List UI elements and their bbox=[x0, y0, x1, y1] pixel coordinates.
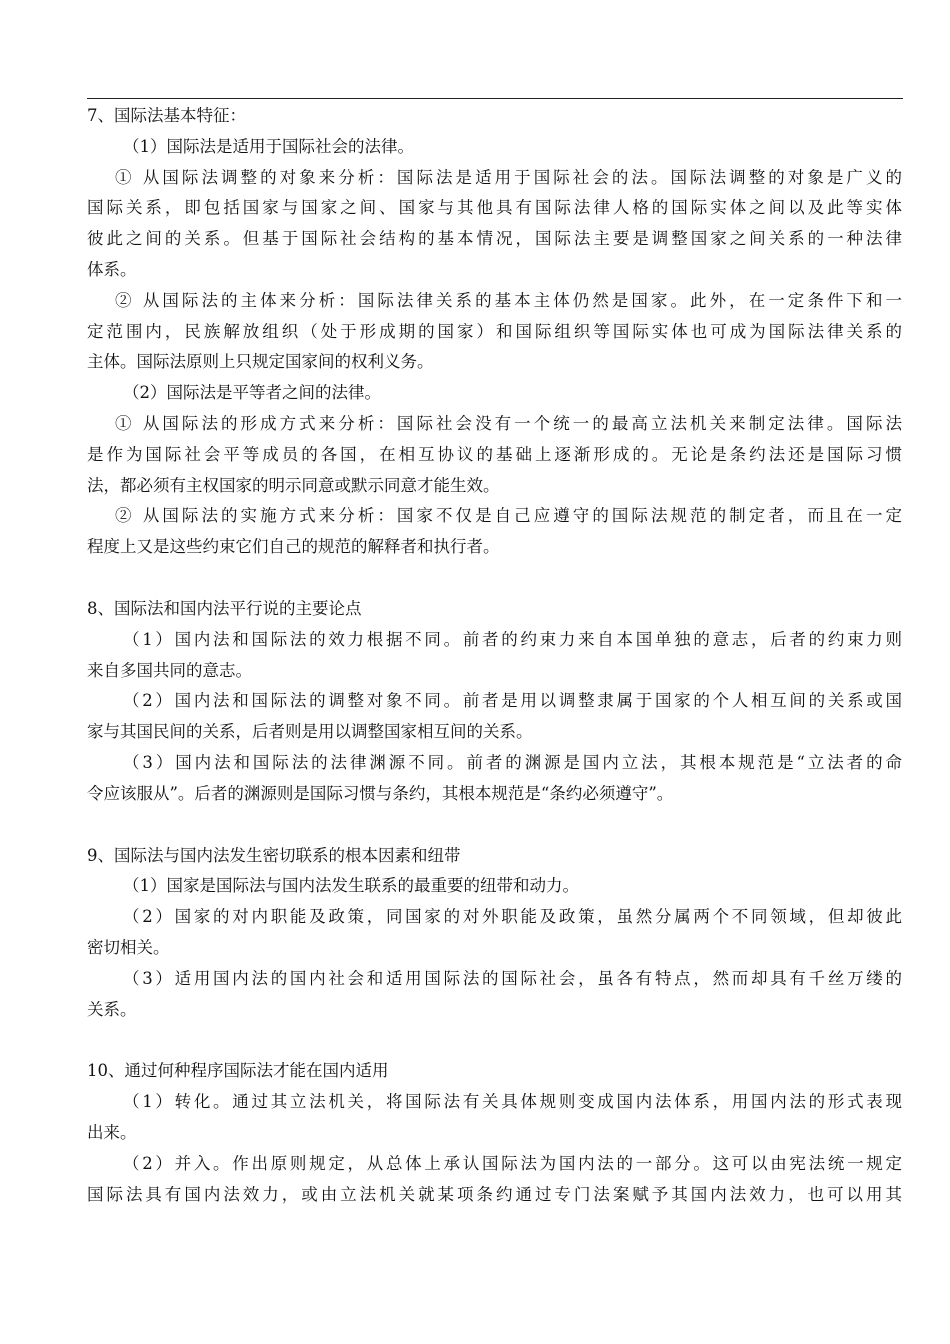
paragraph-line: （2）国家的对内职能及政策，同国家的对外职能及政策，虽然分属两个不同领域，但却彼此 bbox=[123, 907, 902, 927]
section-gap bbox=[87, 810, 902, 841]
point-2-heading: （2）国际法是平等者之间的法律。 bbox=[123, 383, 381, 403]
document-body bbox=[87, 101, 902, 1210]
section-8 bbox=[87, 594, 902, 810]
paragraph-line: 主体。国际法原则上只规定国家间的权利义务。 bbox=[87, 352, 434, 372]
paragraph-line: 体系。 bbox=[87, 259, 137, 279]
section-heading: 8、国际法和国内法平行说的主要论点 bbox=[87, 598, 362, 618]
paragraph-line: 令应该服从”。后者的渊源则是国际习惯与条约，其根本规范是“条约必须遵守”。 bbox=[87, 783, 674, 803]
section-gap bbox=[87, 563, 902, 594]
paragraph-line: 来自多国共同的意志。 bbox=[87, 660, 252, 680]
paragraph-line: 是作为国际社会平等成员的各国，在相互协议的基础上逐渐形成的。无论是条约法还是国际习惯 bbox=[87, 444, 902, 464]
paragraph-line: （2）国内法和国际法的调整对象不同。前者是用以调整隶属于国家的个人相互间的关系或国 bbox=[123, 691, 902, 711]
section-heading: 7、国际法基本特征： bbox=[87, 106, 246, 125]
paragraph-line: 国际法具有国内法效力，或由立法机关就某项条约通过专门法案赋予其国内法效力，也可以用其 bbox=[87, 1184, 902, 1204]
paragraph-line: （1）转化。通过其立法机关，将国际法有关具体规则变成国内法体系，用国内法的形式表现 bbox=[123, 1092, 902, 1112]
section-9 bbox=[87, 841, 902, 1026]
paragraph-line: 密切相关。 bbox=[87, 937, 170, 957]
paragraph-line: （1）国内法和国际法的效力根据不同。前者的约束力来自本国单独的意志，后者的约束力则 bbox=[123, 629, 902, 649]
header-rule bbox=[87, 98, 903, 99]
paragraph-line: 法，都必须有主权国家的明示同意或默示同意才能生效。 bbox=[87, 475, 500, 495]
paragraph-line: 出来。 bbox=[87, 1122, 137, 1142]
paragraph-line: （3）适用国内法的国内社会和适用国际法的国际社会，虽各有特点，然而却具有千丝万缕的 bbox=[123, 968, 902, 988]
section-gap bbox=[87, 1025, 902, 1056]
paragraph-line: （1）国家是国际法与国内法发生联系的最重要的纽带和动力。 bbox=[123, 876, 579, 896]
paragraph-line: ① 从国际法调整的对象来分析：国际法是适用于国际社会的法。国际法调整的对象是广义的 bbox=[115, 167, 902, 187]
section-heading: 10、通过何种程序国际法才能在国内适用 bbox=[87, 1061, 389, 1081]
section-7 bbox=[87, 101, 902, 563]
paragraph-line: ② 从国际法的主体来分析：国际法律关系的基本主体仍然是国家。此外，在一定条件下和一 bbox=[115, 290, 902, 310]
paragraph-line: 程度上又是这些约束它们自己的规范的解释者和执行者。 bbox=[87, 537, 500, 557]
paragraph-line: 彼此之间的关系。但基于国际社会结构的基本情况，国际法主要是调整国家之间关系的一种法律 bbox=[87, 229, 902, 249]
paragraph-line: ① 从国际法的形成方式来分析：国际社会没有一个统一的最高立法机关来制定法律。国际法 bbox=[115, 413, 902, 433]
section-10 bbox=[87, 1056, 902, 1210]
paragraph-line: 定范围内，民族解放组织（处于形成期的国家）和国际组织等国际实体也可成为国际法律关系的 bbox=[87, 321, 902, 341]
point-1-heading: （1）国际法是适用于国际社会的法律。 bbox=[123, 136, 414, 156]
paragraph-line: 家与其国民间的关系，后者则是用以调整国家相互间的关系。 bbox=[87, 722, 533, 742]
paragraph-line: 关系。 bbox=[87, 999, 137, 1019]
paragraph-line: ② 从国际法的实施方式来分析：国家不仅是自己应遵守的国际法规范的制定者，而且在一定 bbox=[115, 506, 902, 526]
paragraph-line: （2）并入。作出原则规定，从总体上承认国际法为国内法的一部分。这可以由宪法统一规定 bbox=[123, 1153, 902, 1173]
paragraph-line: （3）国内法和国际法的法律渊源不同。前者的渊源是国内立法，其根本规范是“立法者的命 bbox=[123, 752, 902, 772]
section-heading: 9、国际法与国内法发生密切联系的根本因素和纽带 bbox=[87, 845, 461, 865]
paragraph-line: 国际关系，即包括国家与国家之间、国家与其他具有国际法律人格的国际实体之间以及此等实体 bbox=[87, 198, 902, 218]
